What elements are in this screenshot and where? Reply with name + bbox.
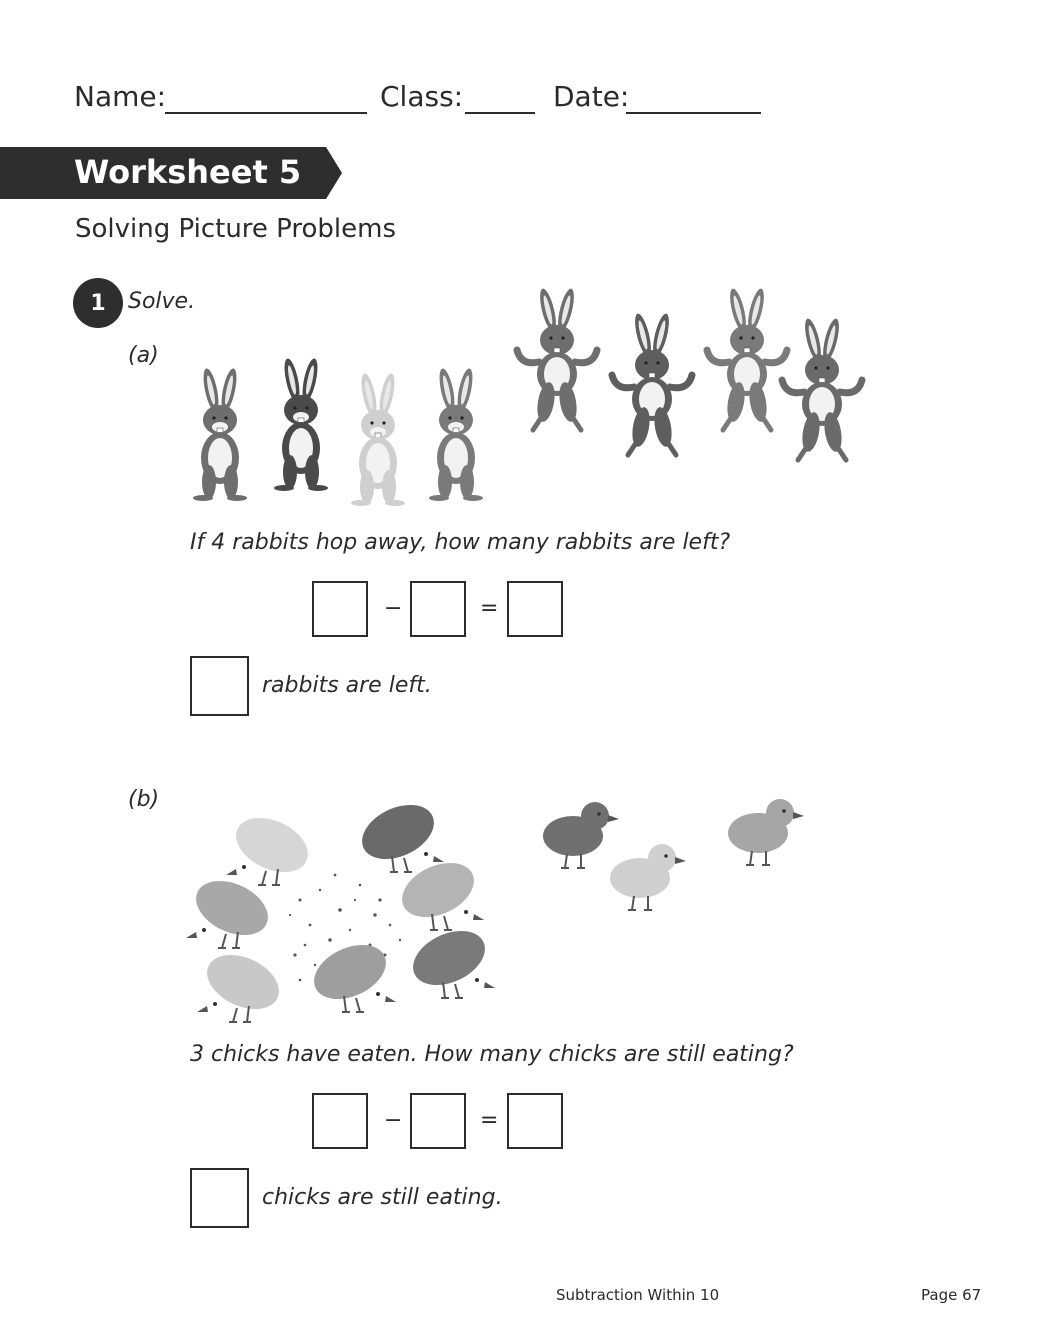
part-a-label: (a) bbox=[128, 343, 159, 368]
part-b-answer-text: chicks are still eating. bbox=[262, 1185, 503, 1210]
footer-topic: Subtraction Within 10 bbox=[556, 1286, 720, 1304]
part-b-question: 3 chicks have eaten. How many chicks are still eating? bbox=[190, 1042, 794, 1067]
part-a-answer-text: rabbits are left. bbox=[262, 673, 432, 698]
part-b-difference-box[interactable] bbox=[507, 1093, 563, 1149]
footer-page-number: Page 67 bbox=[921, 1286, 982, 1304]
eating-chick-6 bbox=[305, 934, 396, 1012]
part-b-equals-sign: = bbox=[480, 1108, 499, 1133]
eating-chick-1 bbox=[226, 807, 317, 885]
eating-chick-4 bbox=[393, 852, 484, 930]
full-chick-3 bbox=[728, 799, 804, 865]
worksheet-title: Worksheet 5 bbox=[74, 153, 302, 191]
full-chick-2 bbox=[610, 844, 686, 910]
eating-chick-5 bbox=[197, 944, 288, 1022]
eating-chick-7 bbox=[404, 920, 495, 998]
part-b-minus-sign: − bbox=[384, 1108, 403, 1133]
name-label: Name: bbox=[74, 80, 167, 113]
class-label: Class: bbox=[380, 80, 464, 113]
part-b-label: (b) bbox=[128, 787, 160, 812]
question-instruction: Solve. bbox=[128, 289, 196, 314]
date-label: Date: bbox=[553, 80, 630, 113]
part-b-subtrahend-box[interactable] bbox=[410, 1093, 466, 1149]
eating-chick-2 bbox=[353, 794, 444, 872]
full-chick-1 bbox=[543, 802, 619, 868]
part-b-minuend-box[interactable] bbox=[312, 1093, 368, 1149]
part-a-question: If 4 rabbits hop away, how many rabbits are left? bbox=[190, 530, 731, 555]
question-number-badge: 1 bbox=[73, 278, 123, 328]
worksheet-subtitle: Solving Picture Problems bbox=[75, 214, 397, 244]
part-a-minus-sign: − bbox=[384, 596, 403, 621]
part-a-equals-sign: = bbox=[480, 596, 499, 621]
part-b-answer-box[interactable] bbox=[190, 1168, 249, 1228]
